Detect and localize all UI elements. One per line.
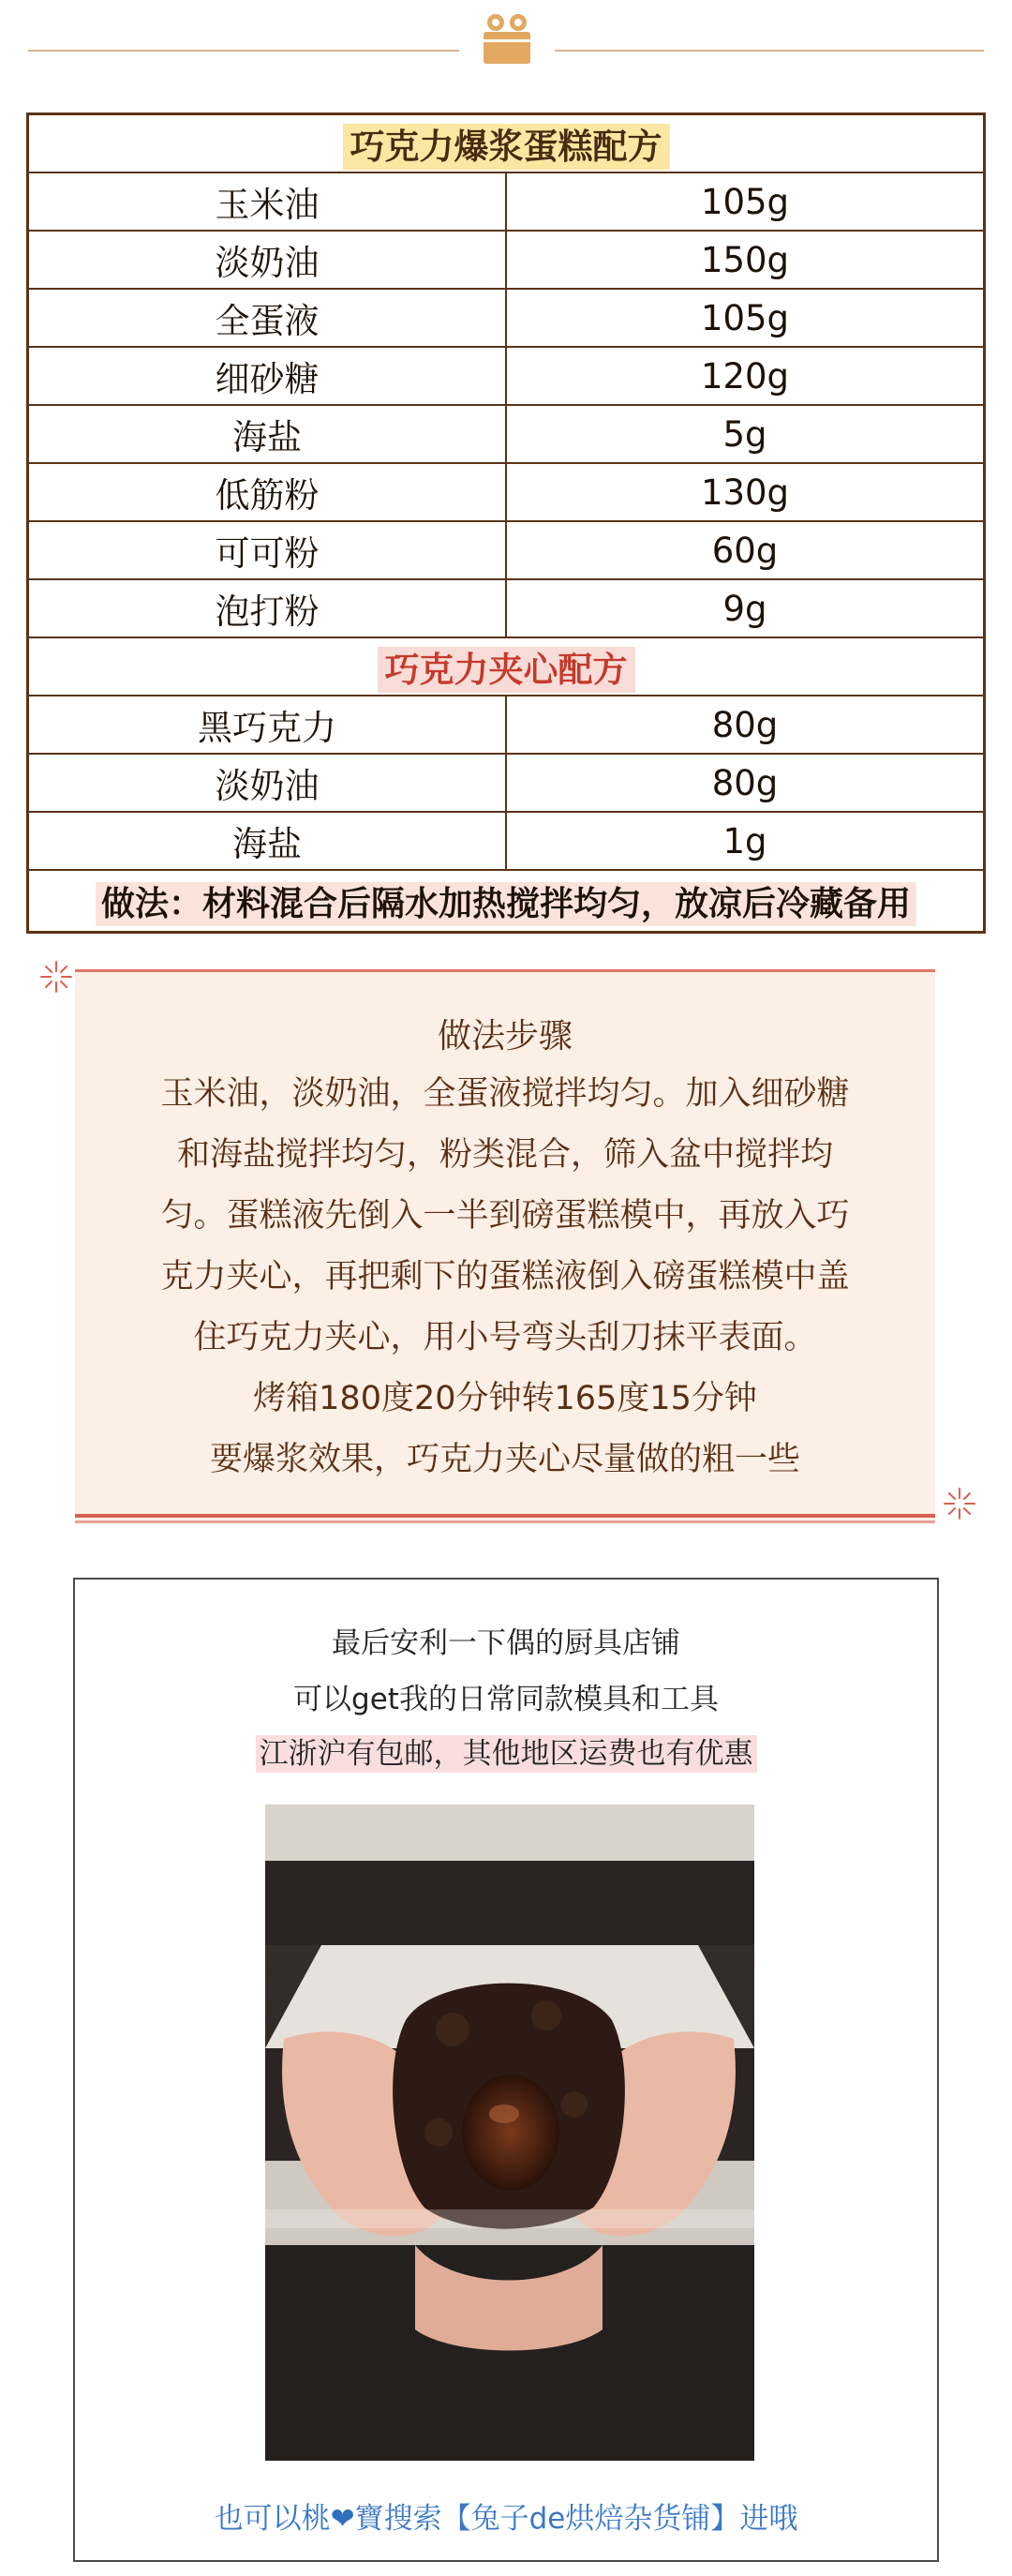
step-line: 克力夹心，再把剩下的蛋糕液倒入磅蛋糕模中盖 (160, 1258, 850, 1295)
method-row (28, 870, 985, 933)
steps-card (75, 969, 935, 1523)
shop-promo-box (73, 1578, 939, 2562)
ingredient-name: 海盐 (28, 812, 507, 870)
filling-recipe-title: 巧克力夹心配方 (378, 647, 635, 693)
step-line: 住巧克力夹心，用小号弯头刮刀抹平表面。 (193, 1319, 817, 1356)
recipe-table (26, 112, 986, 934)
ingredient-amount: 1g (506, 812, 985, 870)
divider-line-right (555, 50, 984, 52)
cake-recipe-header (28, 114, 985, 173)
table-row (28, 579, 985, 637)
ingredient-amount: 80g (506, 696, 985, 754)
ingredient-amount: 150g (506, 231, 985, 289)
ingredient-amount: 9g (506, 579, 985, 637)
step-line: 要爆浆效果，巧克力夹心尽量做的粗一些 (209, 1441, 800, 1478)
step-line: 玉米油，淡奶油，全蛋液搅拌均匀。加入细砂糖 (160, 1075, 850, 1113)
shop-tools-line: 可以get我的日常同款模具和工具 (293, 1683, 719, 1716)
ingredient-amount: 105g (506, 289, 985, 347)
chocolate-lava-cake-photo (265, 1805, 754, 2461)
table-row (28, 405, 985, 463)
sparkle-icon (37, 958, 75, 996)
table-row (28, 696, 985, 754)
link-suffix: 寶搜索【兔子de烘焙杂货铺】进哦 (354, 2502, 798, 2536)
gift-box-icon (482, 11, 532, 66)
table-row (28, 521, 985, 579)
shop-intro-line: 最后安利一下偶的厨具店铺 (332, 1626, 680, 1660)
table-row (28, 289, 985, 347)
steps-title: 做法步骤 (437, 1017, 573, 1056)
ingredient-amount: 5g (506, 405, 985, 463)
cake-recipe-title: 巧克力爆浆蛋糕配方 (343, 124, 670, 170)
sparkle-icon (941, 1485, 978, 1522)
ingredient-amount: 130g (506, 463, 985, 521)
table-row (28, 347, 985, 405)
ingredient-name: 淡奶油 (28, 231, 507, 289)
card-bottom-line (75, 1520, 935, 1523)
steps-body (112, 1064, 898, 1490)
filling-recipe-header (28, 637, 985, 696)
divider-line-left (28, 50, 459, 52)
table-row (28, 231, 985, 289)
step-line: 烤箱180度20分钟转165度15分钟 (253, 1380, 757, 1417)
shop-search-link[interactable] (75, 2494, 937, 2537)
ingredient-name: 黑巧克力 (28, 696, 507, 754)
ingredient-name: 可可粉 (28, 521, 507, 579)
table-row (28, 172, 985, 231)
ingredient-amount: 105g (506, 172, 985, 231)
ingredient-name: 细砂糖 (28, 347, 507, 405)
ingredient-name: 低筋粉 (28, 463, 507, 521)
method-text: 做法：材料混合后隔水加热搅拌均匀，放凉后冷藏备用 (96, 882, 916, 926)
ingredient-amount: 80g (506, 754, 985, 812)
ingredient-name: 全蛋液 (28, 289, 507, 347)
ingredient-amount: 120g (506, 347, 985, 405)
ingredient-name: 海盐 (28, 405, 507, 463)
ingredient-amount: 60g (506, 521, 985, 579)
ingredient-name: 淡奶油 (28, 754, 507, 812)
step-line: 匀。蛋糕液先倒入一半到磅蛋糕模中，再放入巧 (160, 1197, 850, 1235)
step-line: 和海盐搅拌均匀，粉类混合，筛入盆中搅拌均 (176, 1136, 833, 1174)
card-bottom-line (75, 1514, 935, 1518)
top-divider (0, 0, 1012, 103)
table-row (28, 754, 985, 812)
table-row (28, 463, 985, 521)
ingredient-name: 玉米油 (28, 172, 507, 231)
shipping-line: 江浙沪有包邮，其他地区运费也有优惠 (256, 1735, 757, 1773)
heart-icon: ❤ (330, 2502, 355, 2536)
link-prefix: 也可以桃 (214, 2502, 331, 2536)
table-row (28, 812, 985, 870)
ingredient-name: 泡打粉 (28, 579, 507, 637)
